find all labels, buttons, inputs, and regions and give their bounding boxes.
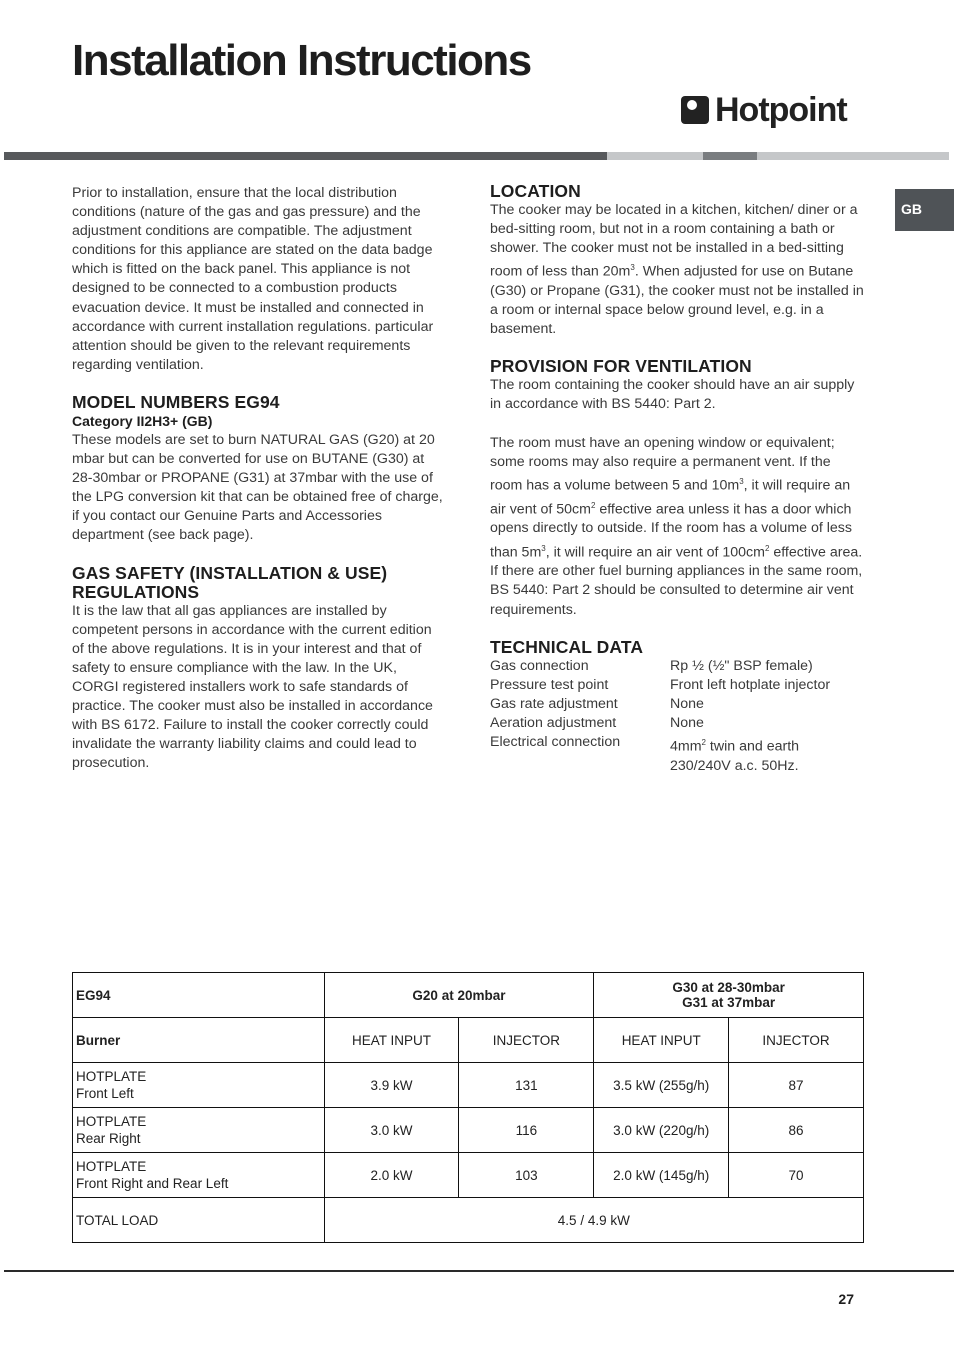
header-bar-light-end — [757, 152, 949, 160]
g20-heat-cell: 3.9 kW — [324, 1063, 459, 1108]
table-burner-label: Burner — [73, 1018, 325, 1063]
tech-value: Rp ½ (½" BSP female) — [670, 657, 813, 674]
technical-data-list — [490, 657, 864, 776]
table-header-row — [73, 973, 864, 1018]
table-subheader-row — [73, 1018, 864, 1063]
tech-value: None — [670, 695, 704, 712]
table-injector-header: INJECTOR — [459, 1018, 594, 1063]
table-g30-header: G30 at 28-30mbar G31 at 37mbar — [594, 973, 864, 1018]
total-load-value: 4.5 / 4.9 kW — [324, 1198, 863, 1243]
gas-safety-body: It is the law that all gas appliances are installed by competent persons in accordance with the current edition of the above regulations. It is in your interest and that of safety to ensure compliance with the law. In the UK, CORGI registered installers work to safe standards of practice. The cooker must also be installed in accordance with BS 6172. Failure to install the cooker correctly could invalidate the warranty liability claims and could lead to prosecution. — [72, 602, 433, 772]
right-column — [490, 182, 864, 776]
table-row — [73, 1108, 864, 1153]
tech-label: Aeration adjustment — [490, 714, 617, 731]
category-subheading: Category II2H3+ (GB) — [72, 412, 213, 429]
model-numbers-body: These models are set to burn NATURAL GAS (G20) at 20 mbar but can be converted for use on BUTANE (G30) at 28-30mbar or PROPANE (G31) at 37mbar with the use of the LPG conversion kit that can be obtained free of charge, if you contact our Genuine Parts and Accessories department (see back page). — [72, 431, 443, 544]
location-heading: LOCATION — [490, 181, 581, 201]
hotpoint-logo-icon — [681, 96, 709, 124]
table-g20-header: G20 at 20mbar — [324, 973, 594, 1018]
g20-injector-cell: 116 — [459, 1108, 594, 1153]
header-bar-dark — [4, 152, 607, 160]
burner-specs-table — [72, 972, 864, 1243]
table-total-row — [73, 1198, 864, 1243]
header-bar-mid — [703, 152, 757, 160]
g30-injector-cell: 86 — [729, 1108, 864, 1153]
header-bar-light — [607, 152, 703, 160]
table-injector-header: INJECTOR — [729, 1018, 864, 1063]
g30-heat-cell: 2.0 kW (145g/h) — [594, 1153, 729, 1198]
tech-value: None — [670, 714, 704, 731]
burner-name-cell: HOTPLATE Rear Right — [73, 1108, 325, 1153]
tech-value: $4mm^2$ twin and earth 230/240V a.c. 50Hz. — [670, 738, 800, 774]
g30-injector-cell: 87 — [729, 1063, 864, 1108]
table-heat-input-header: HEAT INPUT — [324, 1018, 459, 1063]
left-column — [72, 184, 446, 773]
page-number: 27 — [838, 1291, 854, 1307]
model-numbers-heading: MODEL NUMBERS EG94 — [72, 391, 280, 412]
language-tab: GB — [895, 189, 954, 231]
g20-heat-cell: 2.0 kW — [324, 1153, 459, 1198]
g20-injector-cell: 103 — [459, 1153, 594, 1198]
table-row — [73, 1063, 864, 1108]
ventilation-heading: PROVISION FOR VENTILATION — [490, 356, 752, 377]
tech-label: Gas rate adjustment — [490, 695, 618, 712]
g20-heat-cell: 3.0 kW — [324, 1108, 459, 1153]
location-body: The cooker may be located in a kitchen, kitchen/ diner or a bed-sitting room, but not in a room containing a bath or shower. The cooker must not be installed in a bed-sitting room of less than $20m^3$. When adjusted for use on Butane (G30) or Propane (G31), the cooker must not be installed in a room or internal space below ground level, e.g. in a basement. — [490, 202, 864, 338]
tech-label: Pressure test point — [490, 676, 609, 693]
page-title: Installation Instructions — [72, 36, 531, 85]
tech-label: Electrical connection — [490, 734, 621, 750]
g30-heat-cell: 3.5 kW (255g/h) — [594, 1063, 729, 1108]
g30-injector-cell: 70 — [729, 1153, 864, 1198]
burner-name-cell: HOTPLATE Front Right and Rear Left — [73, 1153, 325, 1198]
brand-name: Hotpoint — [715, 90, 847, 129]
tech-label: Gas connection — [490, 657, 589, 674]
tech-value: Front left hotplate injector — [670, 676, 831, 693]
brand-logo — [681, 90, 847, 130]
table-heat-input-header: HEAT INPUT — [594, 1018, 729, 1063]
table-row — [73, 1153, 864, 1198]
g30-heat-cell: 3.0 kW (220g/h) — [594, 1108, 729, 1153]
burner-name-cell: HOTPLATE Front Left — [73, 1063, 325, 1108]
gas-safety-heading: GAS SAFETY (INSTALLATION & USE) REGULATIONS — [72, 562, 388, 602]
intro-paragraph: Prior to installation, ensure that the local distribution conditions (nature of the gas and gas pressure) and the adjustment conditions are compatible. The adjustment conditions for this appliance are stated on the data badge which is fitted on the back panel. This appliance is not designed to be connected to a combustion products evacuation device. It must be installed and connected in accordance with current installation regulations. particular attention should be given to the relevant requirements regarding ventilation. — [72, 185, 434, 373]
technical-data-heading: TECHNICAL DATA — [490, 636, 644, 657]
footer-divider — [4, 1270, 954, 1272]
total-load-label: TOTAL LOAD — [73, 1198, 325, 1243]
ventilation-paragraph-1: The room containing the cooker should have an air supply in accordance with BS 5440: Part 2. — [490, 377, 855, 413]
table-model-cell: EG94 — [73, 973, 325, 1018]
g20-injector-cell: 131 — [459, 1063, 594, 1108]
ventilation-paragraph-2: The room must have an opening window or equivalent; some rooms may also require a permanent vent. If the room has a volume between 5 and $10m^3$, it will require an air vent of $50cm^2$ effective area unless it has a door which opens directly to outside. If the room has a volume of less than $5m^3$, it will require an air vent of $100cm^2$ effective area. If there are other fuel burning appliances in the same room, BS 5440: Part 2 should be consulted to determine air vent requirements. — [490, 434, 863, 618]
